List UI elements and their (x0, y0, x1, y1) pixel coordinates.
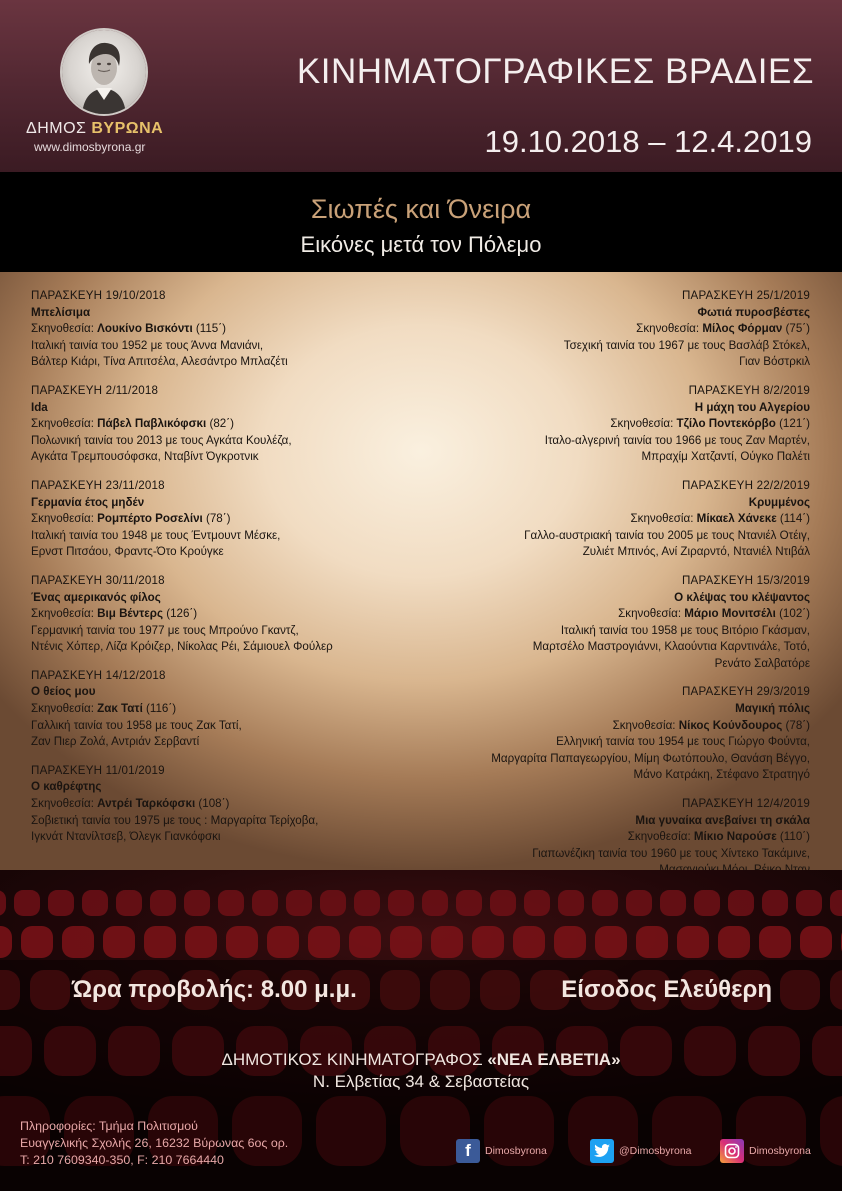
seat (728, 890, 754, 916)
director-label: Σκηνοθεσία: (31, 607, 98, 621)
director-name: Πάβελ Παβλικόφσκι (97, 417, 207, 431)
film-description-line: Ζυλιέτ Μπινός, Ανί Ζιραρντό, Ντανιέλ Ντιβάλ (582, 545, 810, 559)
director-name: Μίκιο Ναρούσε (693, 830, 777, 844)
seat (320, 890, 346, 916)
info-line: T: 210 7609340-350, F: 210 7664440 (20, 1153, 224, 1167)
facebook-handle: Dimosbyrona (485, 1145, 547, 1157)
film-entry (410, 383, 810, 466)
director-name: Μάριο Μονιτσέλι (684, 607, 776, 621)
seat (354, 890, 380, 916)
venue-address: Ν. Ελβετίας 34 & Σεβαστείας (312, 1072, 530, 1091)
film-title: Ο θείος μου (31, 685, 96, 699)
seat (694, 890, 720, 916)
seat (218, 890, 244, 916)
seat (762, 890, 788, 916)
instagram-handle: Dimosbyrona (749, 1145, 811, 1157)
seat (267, 926, 299, 958)
screening-date: ΠΑΡΑΣΚΕΥΗ 11/01/2019 (31, 763, 165, 777)
director-label: Σκηνοθεσία: (630, 512, 697, 526)
seat (103, 926, 135, 958)
film-title: Κρυμμένος (748, 495, 810, 509)
film-duration: (110΄) (776, 830, 810, 844)
instagram-icon (720, 1139, 744, 1163)
director-name: Νίκος Κούνδουρος (678, 718, 783, 732)
director-name: Ρομπέρτο Ροσελίνι (97, 512, 203, 526)
film-description-line: Ιταλική ταινία του 1952 με τους Άννα Μανιάνι, (31, 338, 264, 352)
seat (144, 926, 176, 958)
film-director-line (410, 511, 810, 528)
film-entry (410, 684, 810, 784)
film-description-line: Γαλλική ταινία του 1958 με τους Ζακ Τατί, (31, 718, 242, 732)
film-description-line: Πολωνική ταινία του 2013 με τους Αγκάτα Κουλέζα, (31, 433, 292, 447)
director-label: Σκηνοθεσία: (31, 417, 98, 431)
film-description-line: Μαρτσέλο Μαστρογιάννι, Κλαούντια Καρντινάλε, Τοτό, (532, 640, 810, 654)
seat (456, 890, 482, 916)
film-duration: (116΄) (142, 702, 177, 716)
film-director-line (31, 701, 421, 718)
seat (0, 890, 6, 916)
info-line: Πληροφορίες: Τμήμα Πολιτισμού (20, 1119, 198, 1133)
director-label: Σκηνοθεσία: (610, 417, 677, 431)
film-duration: (126΄) (163, 607, 198, 621)
seat (660, 890, 686, 916)
screening-date: ΠΑΡΑΣΚΕΥΗ 23/11/2018 (31, 478, 165, 492)
screening-date: ΠΑΡΑΣΚΕΥΗ 8/2/2019 (688, 383, 810, 397)
header (0, 0, 842, 172)
director-name: Βιμ Βέντερς (97, 607, 163, 621)
director-label: Σκηνοθεσία: (31, 702, 98, 716)
seat (592, 890, 618, 916)
film-duration: (82΄) (206, 417, 234, 431)
seat (595, 926, 627, 958)
series-title: Σιωπές και Όνειρα (310, 194, 532, 224)
seat (0, 926, 12, 958)
director-label: Σκηνοθεσία: (31, 512, 98, 526)
film-director-line (410, 829, 810, 846)
film-description-line: Γιαπωνέζικη ταινία του 1960 με τους Χίντεκο Τακάμινε, (532, 846, 810, 860)
film-director-line (410, 416, 810, 433)
website-url[interactable]: www.dimosbyrona.gr (34, 140, 146, 154)
date-range: 19.10.2018 – 12.4.2019 (484, 124, 812, 159)
film-title: Μια γυναίκα ανεβαίνει τη σκάλα (635, 813, 810, 827)
film-description-line: Ιγκνάτ Ντανίλτσεβ, Όλεγκ Γιανκόφσκι (31, 830, 221, 844)
twitter-handle: @Dimosbyrona (619, 1145, 692, 1157)
film-description-line: Γερμανική ταινία του 1977 με τους Μπρούνο Γκαντζ, (31, 623, 299, 637)
film-title: Γερμανία έτος μηδέν (31, 495, 145, 509)
screening-date: ΠΑΡΑΣΚΕΥΗ 15/3/2019 (681, 573, 810, 587)
film-director-line (410, 718, 810, 735)
film-description-line: Γιαν Βόστρκιλ (739, 355, 810, 369)
free-entry: Είσοδος Ελεύθερη (561, 976, 772, 1003)
film-entry (410, 478, 810, 561)
director-label: Σκηνοθεσία: (31, 797, 98, 811)
seat (21, 926, 53, 958)
film-title: Ένας αμερικανός φίλος (31, 590, 161, 604)
film-description-line: Μπραχίμ Χατζαντί, Ούγκο Παλέτι (641, 450, 810, 464)
twitter-icon (590, 1139, 614, 1163)
film-title: Μπελίσιμα (31, 305, 91, 319)
seat (490, 890, 516, 916)
film-description-line: Ιταλο-αλγερινή ταινία του 1966 με τους Ζαν Μαρτέν, (544, 433, 810, 447)
film-duration: (108΄) (195, 797, 230, 811)
screening-date: ΠΑΡΑΣΚΕΥΗ 30/11/2018 (31, 573, 165, 587)
showtime: Ώρα προβολής: 8.00 μ.μ. (72, 976, 357, 1003)
film-duration: (75΄) (782, 322, 810, 336)
seat (796, 890, 822, 916)
seat (636, 926, 668, 958)
film-title: Φωτιά πυροσβέστες (697, 305, 810, 319)
film-description-line: Ιταλική ταινία του 1948 με τους Έντμουντ Μέσκε, (31, 528, 281, 542)
series-subtitle: Εικόνες μετά τον Πόλεμο (300, 232, 542, 257)
seat (677, 926, 709, 958)
film-director-line (31, 416, 421, 433)
seat (252, 890, 278, 916)
film-entry (410, 573, 810, 673)
seat (830, 890, 842, 916)
venue: ΔΗΜΟΤΙΚΟΣ ΚΙΝΗΜΑΤΟΓΡΑΦΟΣ «ΝΕΑ ΕΛΒΕΤΙΑ» (221, 1050, 621, 1069)
director-label: Σκηνοθεσία: (636, 322, 703, 336)
film-duration: (121΄) (775, 417, 810, 431)
director-name: Μίκαελ Χάνεκε (696, 512, 777, 526)
director-name: Αντρέι Ταρκόφσκι (97, 797, 196, 811)
film-description-line: Μαργαρίτα Παπαγεωργίου, Μίμη Φωτόπουλο, Θανάση Βέγγο, (491, 751, 810, 765)
facebook-link[interactable] (456, 1138, 547, 1164)
film-description-line: Σοβιετική ταινία του 1975 με τους : Μαργαρίτα Τερίχοβα, (31, 813, 319, 827)
byron-portrait-logo (62, 30, 146, 114)
director-name: Ζακ Τατί (97, 702, 143, 716)
seat (116, 890, 142, 916)
instagram-link[interactable] (720, 1138, 811, 1164)
film-description-line: Ερνστ Πιτσάου, Φραντς-Ότο Κρούγκε (31, 545, 224, 559)
seat (82, 890, 108, 916)
films-right-column (410, 288, 810, 891)
film-title: Η μάχη του Αλγερίου (694, 400, 810, 414)
twitter-link[interactable] (590, 1138, 692, 1164)
seat (308, 926, 340, 958)
film-title: Ο κλέψας του κλέψαντος (674, 590, 810, 604)
seat (524, 890, 550, 916)
screening-date: ΠΑΡΑΣΚΕΥΗ 22/2/2019 (681, 478, 810, 492)
film-director-line (410, 321, 810, 338)
facebook-icon: f (456, 1139, 480, 1163)
director-label: Σκηνοθεσία: (31, 322, 98, 336)
film-duration: (114΄) (776, 512, 810, 526)
seat (718, 926, 750, 958)
poster-title: ΚΙΝΗΜΑΤΟΓΡΑΦΙΚΕΣ ΒΡΑΔΙΕΣ (296, 52, 814, 91)
screening-date: ΠΑΡΑΣΚΕΥΗ 19/10/2018 (31, 289, 166, 302)
film-description-line: Ρενάτο Σαλβατόρε (714, 656, 810, 670)
film-duration: (115΄) (192, 322, 226, 336)
seat (150, 890, 176, 916)
director-name: Μίλος Φόρμαν (702, 322, 783, 336)
director-label: Σκηνοθεσία: (627, 830, 694, 844)
director-name: Λουκίνο Βισκόντι (97, 322, 193, 336)
film-description-line: Ιταλική ταινία του 1958 με τους Βιτόριο Γκάσμαν, (560, 623, 810, 637)
film-director-line (31, 606, 421, 623)
seat (431, 926, 463, 958)
film-director-line (31, 511, 421, 528)
film-description-line: Γαλλο-αυστριακή ταινία του 2005 με τους Ντανιέλ Οτέιγ, (524, 528, 810, 542)
screening-date: ΠΑΡΑΣΚΕΥΗ 14/12/2018 (31, 668, 166, 682)
film-director-line (31, 796, 421, 813)
seat (226, 926, 258, 958)
seat (554, 926, 586, 958)
film-duration: (78΄) (202, 512, 231, 526)
film-title: Μαγική πόλις (735, 702, 810, 716)
director-name: Τζίλο Ποντεκόρβο (676, 417, 776, 431)
film-entry (31, 573, 421, 656)
film-duration: (102΄) (775, 607, 810, 621)
film-entry (410, 288, 810, 371)
film-description-line: Βάλτερ Κιάρι, Τίνα Απιτσέλα, Αλεσάντρο Μπλαζέτι (31, 355, 288, 369)
contact-info (20, 1118, 288, 1169)
seat (800, 926, 832, 958)
seat (472, 926, 504, 958)
seat (349, 926, 381, 958)
seat (184, 890, 210, 916)
municipality-name: ΔΗΜΟΣ ΒΥΡΩΝΑ (26, 120, 164, 137)
screening-date: ΠΑΡΑΣΚΕΥΗ 12/4/2019 (681, 797, 810, 811)
film-entry (31, 763, 421, 846)
film-duration: (78΄) (782, 718, 810, 732)
screening-date: ΠΑΡΑΣΚΕΥΗ 25/1/2019 (681, 289, 810, 302)
seat (558, 890, 584, 916)
screening-date: ΠΑΡΑΣΚΕΥΗ 29/3/2019 (681, 685, 810, 699)
screening-date: ΠΑΡΑΣΚΕΥΗ 2/11/2018 (31, 383, 159, 397)
film-description-line: Αγκάτα Τρεμπουσόφσκα, Νταβίντ Όγκροτνικ (31, 450, 259, 464)
film-entry (31, 288, 421, 371)
seat (422, 890, 448, 916)
seat (48, 890, 74, 916)
film-entry (31, 668, 421, 751)
film-entry (410, 796, 810, 879)
film-description-line: Ελληνική ταινία του 1954 με τους Γιώργο Φούντα, (556, 735, 810, 749)
seat (14, 890, 40, 916)
seat (185, 926, 217, 958)
film-description-line: Τσεχική ταινία του 1967 με τους Βασλάβ Στόκελ, (563, 338, 810, 352)
film-title: Ο καθρέφτης (31, 780, 102, 794)
seat (62, 926, 94, 958)
director-label: Σκηνοθεσία: (612, 718, 679, 732)
film-entry (31, 478, 421, 561)
film-director-line (31, 321, 421, 338)
seat (286, 890, 312, 916)
seat (388, 890, 414, 916)
director-label: Σκηνοθεσία: (618, 607, 685, 621)
film-description-line: Ντένις Χόπερ, Λίζα Κρόιζερ, Νίκολας Ρέι, Σάμιουελ Φούλερ (31, 640, 333, 654)
seat (626, 890, 652, 916)
film-description-line: Μάνο Κατράκη, Στέφανο Στρατηγό (633, 768, 810, 782)
seat (513, 926, 545, 958)
info-line: Ευαγγελικής Σχολής 26, 16232 Βύρωνας 6ος ορ. (20, 1136, 289, 1150)
film-director-line (410, 606, 810, 623)
film-title: Ida (31, 400, 48, 414)
film-description-line: Ζαν Πιερ Ζολά, Αντριάν Σερβαντί (31, 735, 200, 749)
seat (390, 926, 422, 958)
seat (759, 926, 791, 958)
films-left-column (31, 288, 421, 858)
film-entry (31, 383, 421, 466)
